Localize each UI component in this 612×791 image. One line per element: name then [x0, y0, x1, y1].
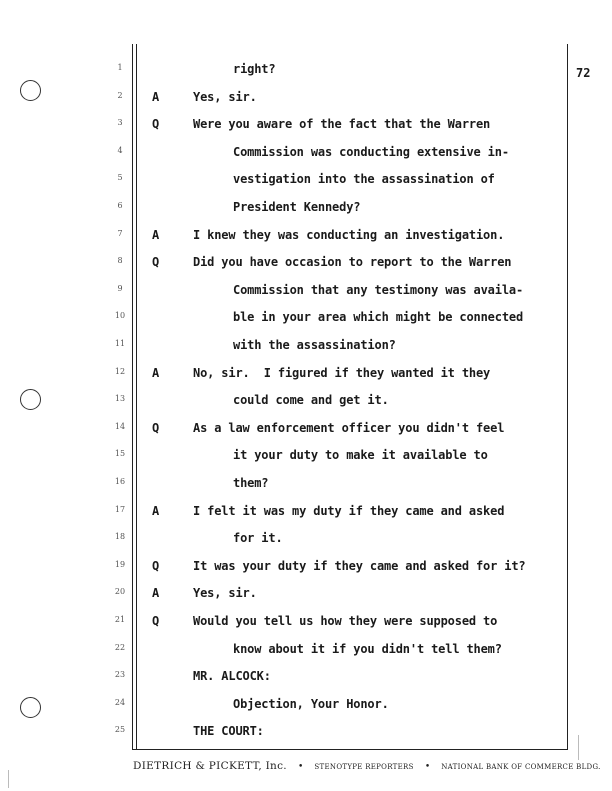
reporter-footer	[133, 754, 601, 773]
transcript-line-text: MR. ALCOCK:	[193, 669, 271, 684]
line-number: 23	[114, 670, 126, 680]
transcript-line-text: know about it if you didn't tell them?	[233, 641, 502, 656]
reporters-label: STENOTYPE REPORTERS	[314, 763, 414, 771]
line-number: 4	[117, 145, 123, 155]
line-number: 9	[117, 283, 123, 293]
transcript-line-text: Would you tell us how they were supposed to	[193, 614, 498, 628]
line-number: 10	[114, 311, 126, 321]
line-number: 12	[114, 366, 126, 376]
transcript-line-text: it your duty to make it available to	[233, 448, 488, 463]
transcript-line-text: Objection, Your Honor.	[233, 696, 389, 711]
transcript-line-text: them?	[233, 476, 269, 490]
building-label: NATIONAL BANK OF COMMERCE BLDG.	[441, 763, 601, 771]
transcript-line-text: Yes, sir.	[193, 89, 257, 104]
line-number: 8	[117, 256, 123, 266]
speaker-label: Q	[152, 255, 160, 270]
line-number: 22	[114, 642, 126, 652]
left-margin-rule-outer	[132, 44, 133, 749]
transcript-line-text: As a law enforcement officer you didn't feel	[193, 420, 505, 435]
transcript-line-text: Yes, sir.	[193, 586, 257, 601]
transcript-line-text: with the assassination?	[233, 338, 396, 352]
line-number: 14	[114, 421, 126, 431]
line-number: 6	[117, 201, 123, 210]
page-number: 72	[576, 66, 591, 80]
transcript-line-text: I felt it was my duty if they came and asked	[193, 503, 505, 518]
transcript-line-text: right?	[233, 62, 276, 76]
speaker-label: Q	[152, 614, 160, 628]
line-number: 25	[114, 725, 126, 735]
speaker-label: A	[152, 586, 160, 601]
right-margin-rule	[567, 44, 568, 749]
transcript-line-text: Commission that any testimony was availa-	[233, 282, 524, 297]
line-number: 7	[117, 228, 123, 238]
line-number: 20	[114, 587, 126, 597]
speaker-label: Q	[152, 558, 160, 573]
line-number: 2	[117, 90, 123, 100]
transcript-line-text: President Kennedy?	[233, 200, 361, 214]
line-number: 19	[114, 559, 126, 569]
footer-rule	[132, 749, 568, 750]
transcript-line-text: for it.	[233, 531, 283, 546]
transcript-line-text: I knew they was conducting an investigation.	[193, 227, 505, 242]
line-number: 16	[114, 477, 126, 486]
line-number: 1	[117, 63, 123, 72]
speaker-label: Q	[152, 420, 160, 435]
line-number: 21	[114, 615, 126, 624]
binder-hole-top	[20, 80, 41, 101]
binder-hole-bottom	[20, 697, 41, 718]
speaker-label: A	[152, 365, 160, 380]
transcript-line-text: THE COURT:	[193, 724, 264, 739]
transcript-line-text: ble in your area which might be connected	[233, 310, 524, 325]
transcript-line-text: Commission was conducting extensive in-	[233, 144, 509, 159]
binder-hole-middle	[20, 389, 41, 410]
transcript-line-text: Were you aware of the fact that the Warren	[193, 117, 491, 132]
speaker-label: A	[152, 227, 160, 242]
line-number: 11	[114, 339, 126, 348]
speaker-label: Q	[152, 117, 160, 132]
transcript-line-text: It was your duty if they came and asked for it?	[193, 558, 526, 573]
transcript-line-text: Did you have occasion to report to the Warren	[193, 255, 512, 270]
line-number: 18	[114, 532, 126, 542]
line-number: 3	[117, 118, 123, 128]
firm-name: DIETRICH & PICKETT, Inc.	[133, 760, 287, 772]
line-number: 5	[117, 173, 123, 183]
speaker-label: A	[152, 503, 160, 518]
transcript-line-text: No, sir. I figured if they wanted it they	[193, 365, 491, 380]
footer-separator: •	[298, 762, 304, 772]
speaker-label: A	[152, 89, 160, 104]
footer-separator: •	[424, 762, 431, 772]
transcript-line-text: could come and get it.	[233, 393, 389, 408]
line-number: 17	[114, 504, 126, 514]
line-number: 13	[114, 394, 126, 404]
line-number: 24	[114, 697, 126, 707]
scan-mark-edge	[8, 770, 9, 788]
transcript-line-text: vestigation into the assassination of	[233, 172, 495, 187]
left-margin-rule-inner	[136, 44, 137, 749]
line-number: 15	[114, 449, 126, 459]
